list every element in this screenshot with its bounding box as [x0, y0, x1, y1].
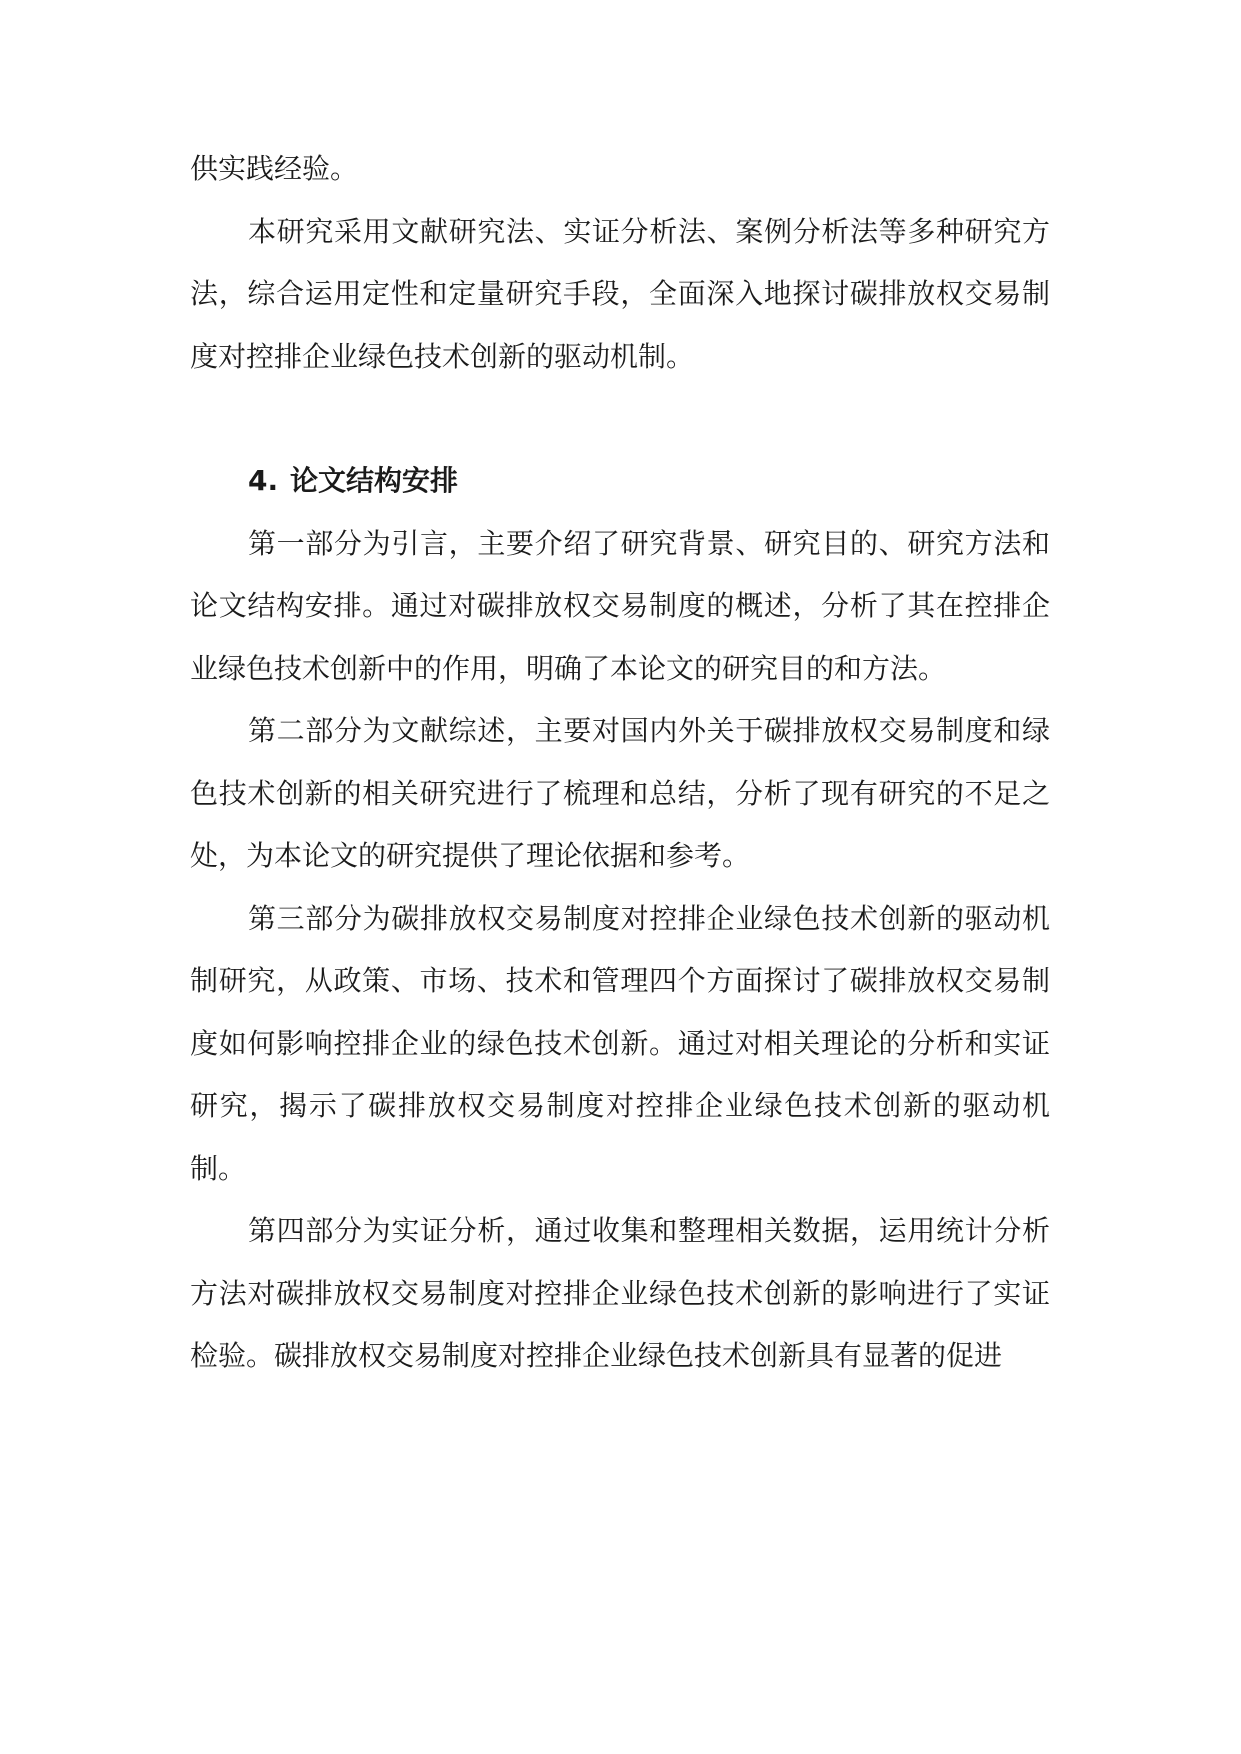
section-number: 4.: [248, 464, 279, 497]
paragraph-part-two: 第二部分为文献综述，主要对国内外关于碳排放权交易制度和绿色技术创新的相关研究进行了梳理和总结，分析了现有研究的不足之处，为本论文的研究提供了理论依据和参考。: [190, 714, 1050, 872]
paragraph-methods: 本研究采用文献研究法、实证分析法、案例分析法等多种研究方法，综合运用定性和定量研究手段，全面深入地探讨碳排放权交易制度对控排企业绿色技术创新的驱动机制。: [190, 214, 1050, 373]
paragraph-part-four: 第四部分为实证分析，通过收集和整理相关数据，运用统计分析方法对碳排放权交易制度对控排企业绿色技术创新的影响进行了实证检验。碳排放权交易制度对控排企业绿色技术创新具有显著的促进: [190, 1214, 1050, 1372]
paragraph-part-three: 第三部分为碳排放权交易制度对控排企业绿色技术创新的驱动机制研究，从政策、市场、技术和管理四个方面探讨了碳排放权交易制度如何影响控排企业的绿色技术创新。通过对相关理论的分析和实证研究，揭示了碳排放权交易制度对控排企业绿色技术创新的驱动机制。: [190, 901, 1050, 1185]
spacer: [190, 388, 1050, 450]
section-title: 论文结构安排: [290, 464, 459, 497]
paragraph-part-one: 第一部分为引言，主要介绍了研究背景、研究目的、研究方法和论文结构安排。通过对碳排放权交易制度的概述，分析了其在控排企业绿色技术创新中的作用，明确了本论文的研究目的和方法。: [190, 526, 1050, 685]
paragraph-continuation: 供实践经验。: [190, 152, 359, 185]
document-page: [190, 138, 1050, 1388]
section-heading: [190, 450, 1050, 513]
